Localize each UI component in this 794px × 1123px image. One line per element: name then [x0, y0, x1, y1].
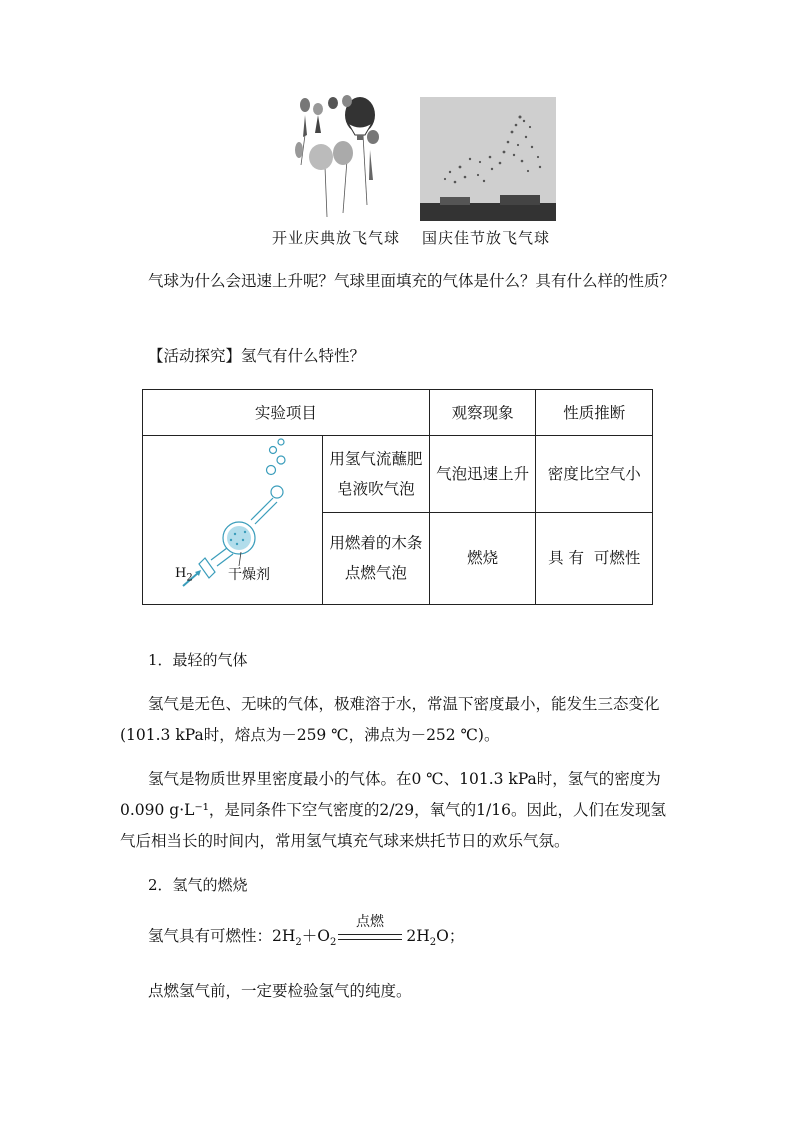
reaction-condition: 点燃 [356, 914, 384, 930]
header-inference: 性质推断 [536, 390, 653, 436]
section2-title: 2．氢气的燃烧 [148, 876, 248, 894]
section1-paragraph-1: 氢气是无色、无味的气体，极难溶于水，常温下密度最小，能发生三态变化(101.3 kPa时，熔点为－259 ℃，沸点为－252 ℃)。 [120, 695, 660, 744]
pigeons-photo [420, 97, 556, 221]
desiccant-label: 干燥剂 [228, 567, 270, 583]
row2-item: 用燃着的木条点燃气泡 [323, 512, 430, 604]
header-observation: 观察现象 [429, 390, 536, 436]
experiment-table [142, 389, 653, 605]
intro-paragraph: 气球为什么会迅速上升呢？气球里面填充的气体是什么？具有什么样的性质？ [148, 272, 676, 290]
reactant-hydrogen: 2H [272, 927, 296, 945]
gas-label [175, 559, 193, 594]
row1-observation: 气泡迅速上升 [429, 436, 536, 513]
row1-inference: 密度比空气小 [536, 436, 653, 513]
section1-title: 1．最轻的气体 [148, 651, 248, 669]
product-water: 2H [406, 927, 430, 945]
product-water-tail: O； [436, 927, 465, 945]
caption-left: 开业庆典放飞气球 [272, 229, 401, 247]
row2-inference: 具 有 可燃性 [536, 512, 653, 604]
apparatus-cell [143, 436, 323, 605]
balloons-photo [285, 95, 395, 220]
section1-paragraph-2: 氢气是物质世界里密度最小的气体。在0 ℃、101.3 kPa时，氢气的密度为0.090 g·L⁻¹，是同条件下空气密度的2/29，氧气的1/16。因此，人们在发现氢气后相当长的时间内，常用氢气填充气球来烘托节日的欢乐气氛。 [120, 770, 666, 850]
row1-item: 用氢气流蘸肥皂液吹气泡 [323, 436, 430, 513]
row2-observation: 燃烧 [429, 512, 536, 604]
activity-heading: 【活动探究】氢气有什么特性？ [148, 347, 366, 365]
reactant-oxygen-sub: 2 [330, 937, 337, 949]
caption-right: 国庆佳节放飞气球 [422, 229, 551, 247]
header-experiment: 实验项目 [143, 390, 430, 436]
purity-note: 点燃氢气前，一定要检验氢气的纯度。 [148, 982, 412, 1000]
combustion-equation [148, 924, 464, 948]
reactant-hydrogen-sub: 2 [295, 937, 302, 949]
reactant-oxygen: ＋O [301, 927, 330, 945]
gas-label-sub: 2 [186, 572, 193, 584]
product-water-sub: 2 [429, 937, 437, 949]
gas-label-symbol: H [175, 566, 187, 581]
formula-prefix: 氢气具有可燃性： [148, 927, 273, 945]
